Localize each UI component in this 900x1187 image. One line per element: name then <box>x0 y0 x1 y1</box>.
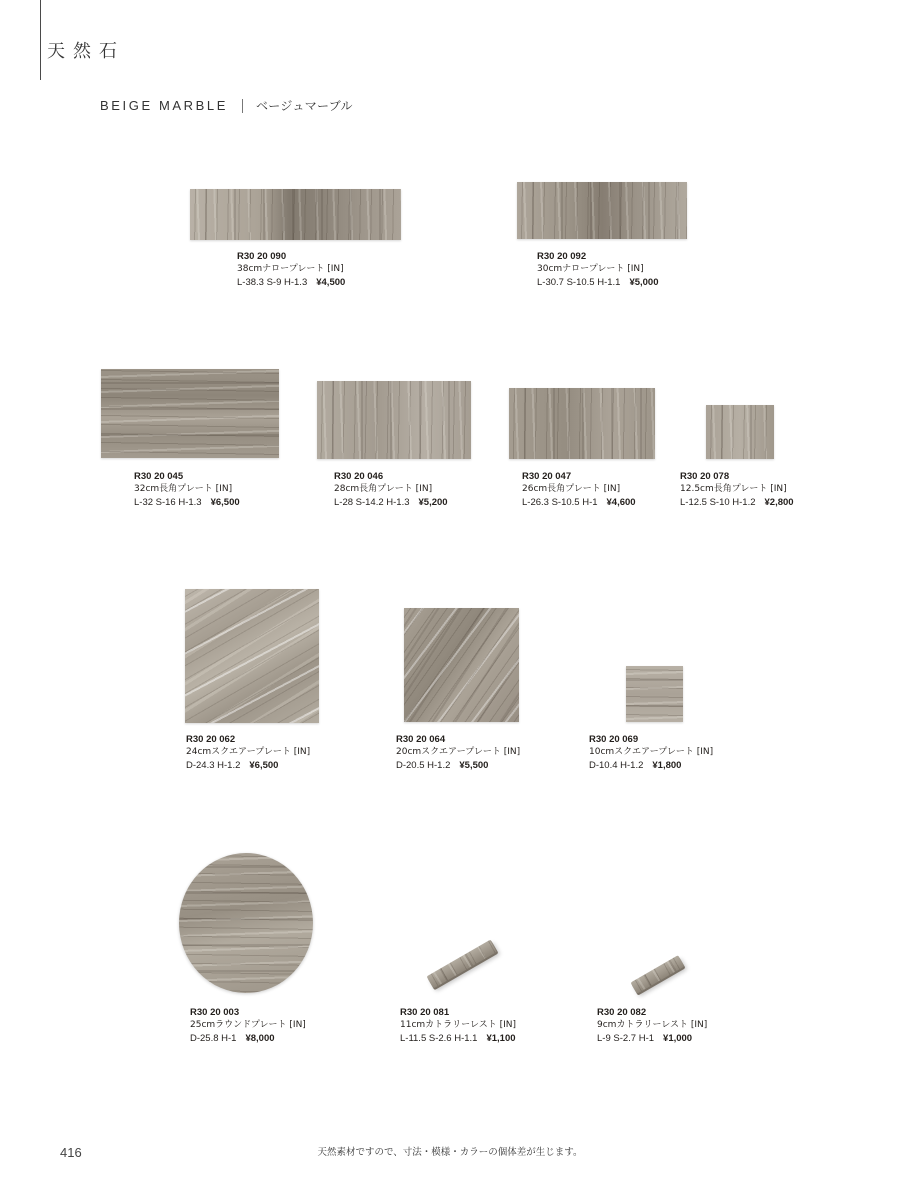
product-caption <box>134 470 240 509</box>
narrow-plate-photo <box>517 182 687 239</box>
product-price: ¥4,500 <box>316 277 346 288</box>
page-number: 416 <box>60 1145 82 1160</box>
product-price: ¥1,000 <box>663 1033 693 1044</box>
rectangular-plate-photo <box>101 369 279 458</box>
product-dimensions: L-9 S-2.7 H-1 <box>597 1033 655 1044</box>
product-caption <box>597 1006 707 1045</box>
section-title: 天然石 <box>47 41 125 62</box>
rectangular-plate-photo <box>317 381 471 459</box>
product-caption <box>680 470 794 509</box>
product-name: 11cmカトラリーレスト [IN] <box>400 1020 516 1030</box>
product-code: R30 20 092 <box>537 251 587 262</box>
product-caption <box>396 733 520 772</box>
product-code: R30 20 069 <box>589 734 639 745</box>
product-code: R30 20 078 <box>680 471 730 482</box>
cutlery-rest-photo <box>630 955 684 994</box>
footer-note: 天然素材ですので、寸法・模様・カラーの個体差が生じます。 <box>317 1147 583 1158</box>
product-price: ¥8,000 <box>245 1033 275 1044</box>
product-code: R30 20 064 <box>396 734 446 745</box>
product-code: R30 20 045 <box>134 471 184 482</box>
product-spec <box>589 759 713 772</box>
product-spec <box>597 1032 707 1045</box>
product-caption <box>237 250 345 289</box>
product-dimensions: L-30.7 S-10.5 H-1.1 <box>537 277 621 288</box>
product-name: 24cmスクエアープレート [IN] <box>186 747 311 757</box>
product-code: R30 20 082 <box>597 1007 647 1018</box>
collection-name-english: BEIGE MARBLE <box>100 98 229 113</box>
product-price: ¥5,000 <box>629 277 659 288</box>
header-vertical-rule <box>40 0 41 80</box>
product-dimensions: D-25.8 H-1 <box>190 1033 237 1044</box>
product-code: R30 20 062 <box>186 734 236 745</box>
product-code: R30 20 081 <box>400 1007 450 1018</box>
product-spec <box>396 759 520 772</box>
collection-divider <box>242 99 243 113</box>
product-name: 38cmナロープレート [IN] <box>237 264 344 274</box>
product-name: 32cm長角プレート [IN] <box>134 484 233 494</box>
product-caption <box>589 733 713 772</box>
product-name: 10cmスクエアープレート [IN] <box>589 747 714 757</box>
product-spec <box>237 276 345 289</box>
product-caption <box>522 470 636 509</box>
product-price: ¥2,800 <box>764 497 794 508</box>
product-name: 20cmスクエアープレート [IN] <box>396 747 521 757</box>
product-price: ¥1,800 <box>652 760 682 771</box>
product-code: R30 20 090 <box>237 251 287 262</box>
product-caption <box>400 1006 516 1045</box>
square-plate-photo <box>404 608 519 722</box>
collection-name-japanese: ベージュマーブル <box>256 99 353 113</box>
product-name: 25cmラウンドプレート [IN] <box>190 1020 306 1030</box>
product-spec <box>186 759 310 772</box>
product-spec <box>134 496 240 509</box>
square-plate-photo <box>626 666 683 722</box>
product-dimensions: L-12.5 S-10 H-1.2 <box>680 497 756 508</box>
product-dimensions: L-26.3 S-10.5 H-1 <box>522 497 598 508</box>
product-spec <box>190 1032 306 1045</box>
product-name: 9cmカトラリーレスト [IN] <box>597 1020 708 1030</box>
product-caption <box>334 470 448 509</box>
product-price: ¥4,600 <box>606 497 636 508</box>
product-code: R30 20 047 <box>522 471 572 482</box>
product-name: 28cm長角プレート [IN] <box>334 484 433 494</box>
product-caption <box>537 250 659 289</box>
product-spec <box>537 276 659 289</box>
product-dimensions: L-11.5 S-2.6 H-1.1 <box>400 1033 478 1044</box>
product-price: ¥5,500 <box>459 760 489 771</box>
square-plate-photo <box>185 589 319 723</box>
product-dimensions: D-20.5 H-1.2 <box>396 760 451 771</box>
product-caption <box>186 733 310 772</box>
rectangular-plate-photo <box>706 405 774 459</box>
cutlery-rest-photo <box>426 939 497 988</box>
narrow-plate-photo <box>190 189 401 240</box>
product-price: ¥1,100 <box>486 1033 516 1044</box>
product-spec <box>522 496 636 509</box>
product-price: ¥6,500 <box>249 760 279 771</box>
product-code: R30 20 003 <box>190 1007 240 1018</box>
product-code: R30 20 046 <box>334 471 384 482</box>
product-dimensions: D-24.3 H-1.2 <box>186 760 241 771</box>
product-dimensions: L-38.3 S-9 H-1.3 <box>237 277 308 288</box>
product-caption <box>190 1006 306 1045</box>
round-plate-photo <box>179 853 313 993</box>
rectangular-plate-photo <box>509 388 655 459</box>
product-spec <box>334 496 448 509</box>
product-dimensions: D-10.4 H-1.2 <box>589 760 644 771</box>
product-price: ¥5,200 <box>418 497 448 508</box>
product-name: 12.5cm長角プレート [IN] <box>680 484 787 494</box>
product-price: ¥6,500 <box>210 497 240 508</box>
product-name: 30cmナロープレート [IN] <box>537 264 644 274</box>
product-dimensions: L-28 S-14.2 H-1.3 <box>334 497 410 508</box>
product-name: 26cm長角プレート [IN] <box>522 484 621 494</box>
product-spec <box>400 1032 516 1045</box>
product-spec <box>680 496 794 509</box>
product-dimensions: L-32 S-16 H-1.3 <box>134 497 202 508</box>
